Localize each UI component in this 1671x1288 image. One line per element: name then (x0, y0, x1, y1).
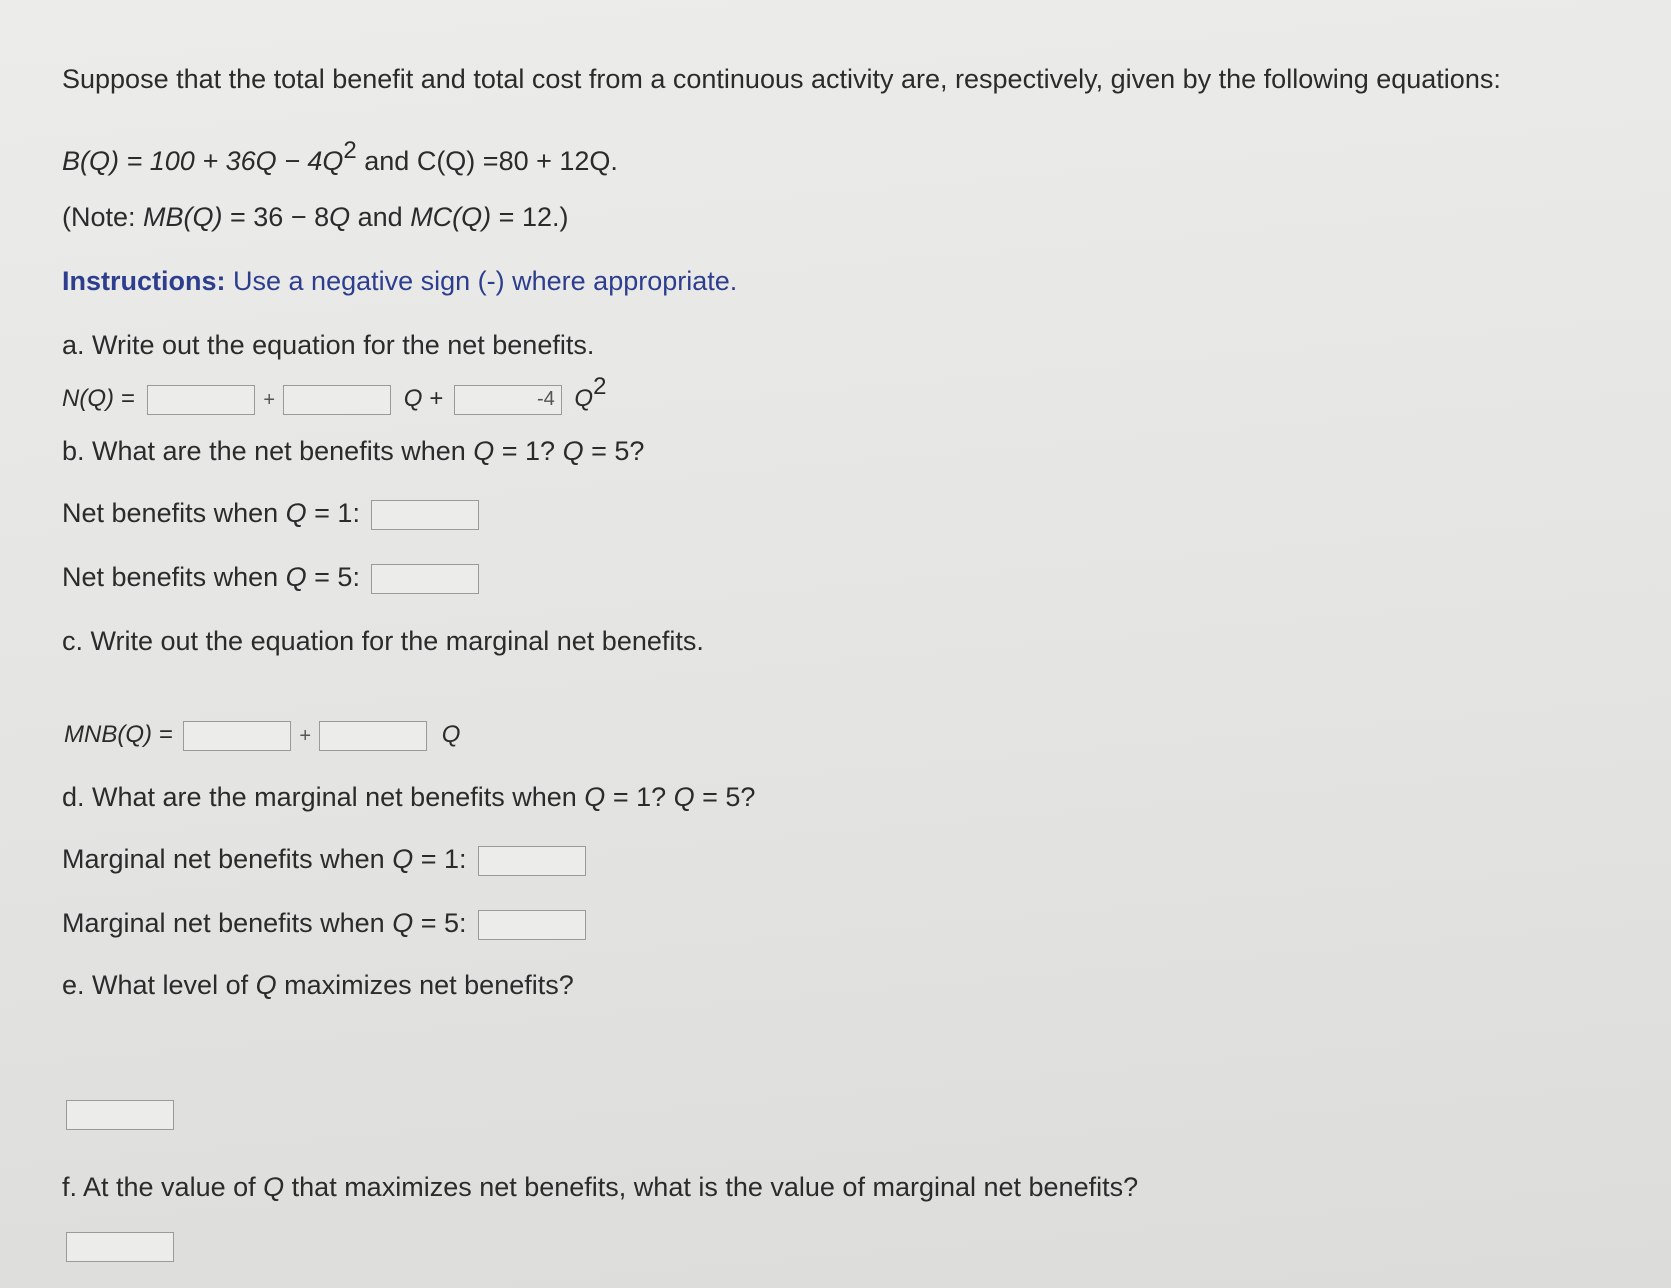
part-a-question: a. Write out the equation for the net benefits. (62, 330, 595, 360)
net-benefit-q2-coef-input[interactable]: -4 (454, 385, 562, 415)
mnb-q-label: Q (441, 721, 461, 748)
part-d-q1: Q (584, 782, 606, 812)
mnb-q1-end: = 1: (413, 844, 467, 874)
part-f-end: that maximizes net benefits, what is the value of marginal net benefits? (284, 1172, 1139, 1202)
part-c-equation (64, 718, 460, 753)
nb-q1-end: = 1: (306, 498, 360, 528)
part-b-mid: = 1? (494, 436, 563, 466)
note-mb: MB(Q) (143, 202, 223, 232)
part-b-question (62, 434, 644, 468)
mnb-q5-pre: Marginal net benefits when (62, 908, 393, 938)
cost-equation: and C(Q) =80 + 12Q. (356, 146, 618, 176)
optimal-q-input[interactable] (66, 1100, 174, 1130)
q-squared-label: Q (574, 385, 594, 412)
q-squared-exponent: 2 (593, 373, 607, 400)
nb-q5-q: Q (285, 562, 307, 592)
nb-q1-q: Q (285, 498, 307, 528)
instructions-label: Instructions: (62, 266, 226, 296)
nb-q5-pre: Net benefits when (62, 562, 286, 592)
part-b-q2: Q (562, 436, 584, 466)
mnb-q5-q: Q (392, 908, 414, 938)
intro-text: Suppose that the total benefit and total cost from a continuous activity are, respectively, given by the following equations: (62, 64, 1501, 94)
note-q: Q (329, 202, 351, 232)
mnb-q1-input[interactable] (478, 846, 586, 876)
net-benefit-q5-row (62, 560, 479, 594)
mnb-q5-input[interactable] (478, 910, 586, 940)
instructions-text: Use a negative sign (-) where appropriate. (225, 266, 738, 296)
net-benefit-q-coef-input[interactable] (283, 385, 391, 415)
mnb-constant-input[interactable] (183, 721, 291, 751)
note-mb-rhs: = 36 − 8 (222, 202, 330, 232)
instructions (62, 264, 737, 298)
part-f-q: Q (263, 1172, 285, 1202)
part-b-end: = 5? (583, 436, 645, 466)
part-a-equation (62, 370, 606, 417)
benefit-exponent: 2 (343, 137, 357, 164)
part-e-q: Q (255, 970, 277, 1000)
nb-q1-pre: Net benefits when (62, 498, 286, 528)
note-open: (Note: (62, 202, 144, 232)
mnb-lhs: MNB(Q) = (64, 721, 173, 748)
mnb-plus: + (299, 724, 312, 747)
mnb-at-optimum-input[interactable] (66, 1232, 174, 1262)
note-mc-rhs: = 12.) (491, 202, 569, 232)
mnb-q5-row (62, 906, 586, 940)
net-benefit-q5-input[interactable] (371, 564, 479, 594)
optimal-q-row (66, 1100, 174, 1130)
part-b-q1: Q (473, 436, 495, 466)
part-d-q2: Q (673, 782, 695, 812)
benefit-equation: B(Q) = 100 + 36Q − 4Q (62, 146, 344, 176)
plus-sign: + (263, 388, 276, 411)
note-mc: MC(Q) (410, 202, 492, 232)
part-d-mid: = 1? (605, 782, 674, 812)
part-f-question (62, 1170, 1138, 1204)
q-plus-label: Q + (403, 385, 444, 412)
mnb-q1-pre: Marginal net benefits when (62, 844, 393, 874)
mnb-q-coef-input[interactable] (319, 721, 427, 751)
part-b-pre: b. What are the net benefits when (62, 436, 474, 466)
note-and: and (350, 202, 411, 232)
net-benefit-q1-row (62, 496, 479, 530)
nb-q5-end: = 5: (306, 562, 360, 592)
net-benefit-lhs: N(Q) = (62, 385, 135, 412)
net-benefit-constant-input[interactable] (147, 385, 255, 415)
part-d-end: = 5? (694, 782, 756, 812)
part-d-pre: d. What are the marginal net benefits when (62, 782, 585, 812)
mnb-q1-q: Q (392, 844, 414, 874)
mnb-at-optimum-row (66, 1232, 174, 1262)
mnb-q5-end: = 5: (413, 908, 467, 938)
benefit-cost-equations (62, 134, 618, 178)
part-d-question (62, 780, 755, 814)
part-e-end: maximizes net benefits? (276, 970, 574, 1000)
net-benefit-q1-input[interactable] (371, 500, 479, 530)
part-f-pre: f. At the value of (62, 1172, 264, 1202)
part-e-question (62, 968, 574, 1002)
part-c-question: c. Write out the equation for the marginal net benefits. (62, 626, 704, 656)
mnb-q1-row (62, 842, 586, 876)
part-e-pre: e. What level of (62, 970, 256, 1000)
note-text (62, 200, 568, 234)
